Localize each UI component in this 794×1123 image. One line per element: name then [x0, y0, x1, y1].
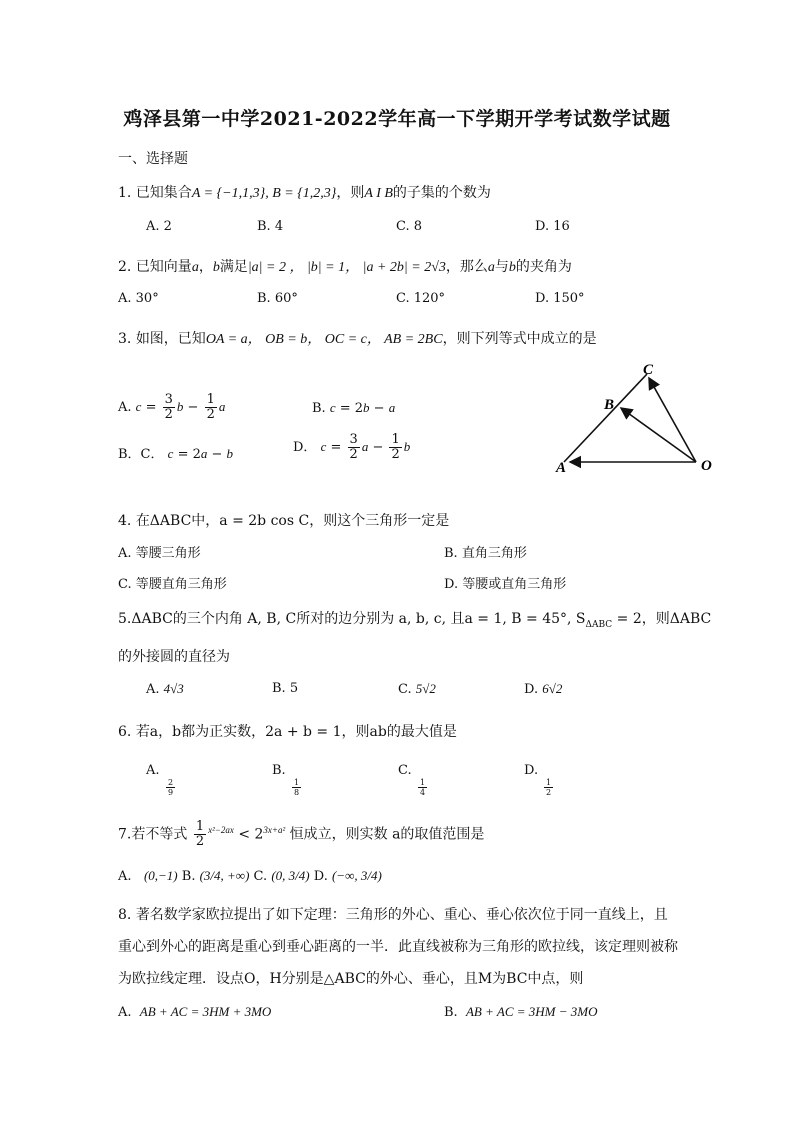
q4-option-c: C. 等腰直角三角形 — [118, 577, 227, 592]
q3-triangle-figure — [548, 356, 738, 482]
vector-ob — [621, 408, 696, 462]
question-2: 2. 已知向量a，b满足|a| = 2 ， |b| = 1， |a + 2b| = 2√3，那么a与b的夹角为 — [118, 259, 572, 275]
q4-option-b: B. 直角三角形 — [444, 546, 527, 561]
label-b: B — [604, 397, 615, 413]
q6-option-a: A. $\frac{2}{9}$ — [146, 763, 174, 797]
q1-option-b: B. 4 — [257, 219, 284, 234]
q6-option-d: D. $\frac{1}{2}$ — [524, 763, 552, 797]
q2-option-a: A. 30° — [118, 291, 159, 306]
question-4: 4. 在ΔABC中，a = 2b cos C，则这个三角形一定是 — [118, 513, 450, 529]
question-6: 6. 若a，b都为正实数，2a + b = 1，则ab的最大值是 — [118, 724, 457, 740]
q3-option-d: D． c = $\frac{3}{2}$ a − $\frac{1}{2}$ b — [293, 432, 411, 462]
exam-title: 鸡泽县第一中学2021-2022学年高一下学期开学考试数学试题 — [123, 108, 671, 130]
q3-option-b: B. c = 2b − a — [312, 400, 396, 416]
q4-option-a: A. 等腰三角形 — [118, 546, 201, 561]
q5-option-d: D. 6√2 — [524, 681, 563, 697]
q2-option-b: B. 60° — [257, 291, 298, 306]
q2-option-d: D. 150° — [535, 291, 585, 306]
q1-option-d: D. 16 — [535, 219, 570, 234]
q3-option-c: B．C． c = 2a − b — [118, 446, 234, 462]
question-8: 8. 著名数学家欧拉提出了如下定理：三角形的外心、重心、垂心依次位于同一直线上，且 — [118, 907, 668, 923]
label-o: O — [701, 458, 712, 474]
question-8-line3: 为欧拉线定理．设点O，H分别是△ABC的外心、垂心，且M为BC中点，则 — [118, 971, 584, 987]
question-5: 5.ΔABC的三个内角 A, B, C所对的边分别为 a, b, c, 且a = 1, B = 45°, $S_{\Delta ABC} = 2$，则ΔABC — [118, 611, 712, 630]
q4-option-d: D. 等腰或直角三角形 — [444, 577, 567, 592]
q2-option-c: C. 120° — [396, 291, 446, 306]
q5-option-c: C. 5√2 — [398, 681, 436, 697]
label-a: A — [556, 460, 567, 476]
q6-option-b: B. $\frac{1}{8}$ — [272, 763, 300, 797]
question-8-line2: 重心到外心的距离是重心到垂心距离的一半．此直线被称为三角形的欧拉线，该定理则被称 — [118, 939, 678, 955]
q8-option-a: A. AB + AC = 3HM + 3MO — [118, 1004, 272, 1020]
q8-option-b: B. AB + AC = 3HM − 3MO — [444, 1004, 598, 1020]
q1-option-a: A. 2 — [146, 219, 172, 234]
question-1: 1. 已知集合A = {−1,1,3}, B = {1,2,3}，则A I B的子集的个数为 — [118, 185, 491, 201]
q6-option-c: C. $\frac{1}{4}$ — [398, 763, 426, 797]
q1-option-c: C. 8 — [396, 219, 423, 234]
q5-option-a: A. 4√3 — [146, 681, 184, 697]
section-heading: 一、选择题 — [118, 151, 188, 167]
q5-option-b: B. 5 — [272, 681, 299, 696]
question-3: 3. 如图，已知OA = a， OB = b， OC = c， AB = 2BC，则下列等式中成立的是 — [118, 331, 597, 347]
label-c: C — [643, 362, 654, 378]
question-5-line2: 的外接圆的直径为 — [118, 649, 230, 665]
question-7: 7.若不等式 $\frac{1}{2}$ $^{x^2-2ax} < 2^{3x+a^2}$ 恒成立，则实数 a的取值范围是 — [118, 819, 485, 849]
q3-option-a: A. c = $\frac{3}{2}$ b − $\frac{1}{2}$ a — [118, 392, 226, 422]
vector-oc — [649, 378, 696, 462]
q7-options: A. (0,−1) B. (3/4, +∞) C. (0, 3/4) D. (−∞, 3/4) — [118, 868, 382, 884]
